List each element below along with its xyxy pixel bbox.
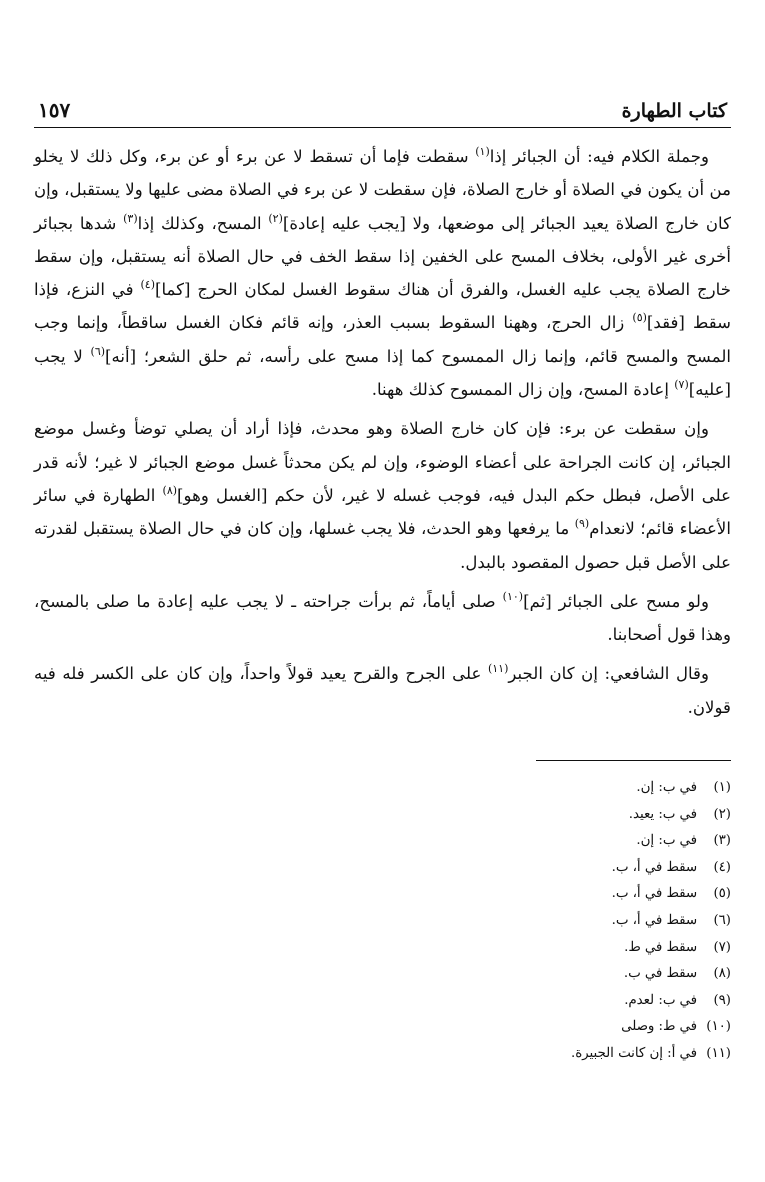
footnote xyxy=(34,855,731,882)
text-segment: شدها بجبائر أخرى غير الأولى، بخلاف المسح على الخفين إذا سقط الخف في حال الصلاة أنه يستقبل، وإن سقط خارج الصلاة يجب عليه الغسل، والفرق أن هناك سقوط الغسل لمكان الحرج [كما] xyxy=(34,213,731,300)
footnote-number: (٨) xyxy=(713,966,731,982)
text-segment: وإن سقطت عن برء: فإن كان خارج الصلاة وهو محدث، فإذا أراد أن يصلي توضأ وغسل موضع الجبائر، إن كانت الجراحة على أعضاء الوضوء، وإن لم يكن محدثاً غسل موضع الجبائر لا غير؛ لأنه قدر على الأصل، فبطل حكم البدل فيه، فوجب غسله لا غير، لأن حكم [الغسل وهو] xyxy=(34,419,731,505)
footnote-separator xyxy=(536,760,731,761)
footnote xyxy=(34,961,731,988)
text-segment: وجملة الكلام فيه: أن الجبائر إذا xyxy=(489,147,709,166)
footnote-number: (٥) xyxy=(713,886,731,902)
footnote-marker: (١) xyxy=(475,145,490,158)
footnote xyxy=(34,775,731,802)
footnote xyxy=(34,908,731,935)
footnote-marker: (٧) xyxy=(674,378,689,392)
footnote-number: (١١) xyxy=(706,1045,731,1061)
footnote-number: (٦) xyxy=(713,913,731,929)
footnote-text: سقط في أ، ب. xyxy=(611,913,697,929)
footnote-text: في ب: يعيد. xyxy=(628,806,697,822)
footnote-marker: (٩) xyxy=(574,517,590,531)
text-segment: صلى أياماً، ثم برأت جراحته ـ لا يجب عليه إعادة ما صلى بالمسح، وهذا قول أصحابنا. xyxy=(34,591,731,645)
footnote-text: في ط: وصلى xyxy=(621,1019,697,1035)
text-segment: زال الحرج، وههنا السقوط بسبب العذر، وإنه قائم فكان الغسل ساقطاً، وإنما وجب المسح والمسح قائم، وإنما زال الممسوح كما إذا مسح على رأسه، ثم حلق الشعر؛ [أنه] xyxy=(34,313,731,366)
footnote-marker: (٨) xyxy=(162,483,178,497)
footnote-marker: (٥) xyxy=(632,311,647,325)
paragraph xyxy=(34,412,731,578)
footnote-text: في أ: إن كانت الجبيرة. xyxy=(570,1045,697,1061)
footnote-text: في ب: لعدم. xyxy=(624,992,697,1008)
footnote-text: في ب: إن. xyxy=(636,780,697,796)
footnote-number: (١) xyxy=(713,780,731,796)
footnote-number: (٢) xyxy=(713,806,731,822)
main-text xyxy=(34,140,731,724)
paragraph xyxy=(34,140,731,406)
text-segment: الطهارة في سائر الأعضاء قائم؛ لانعدام xyxy=(34,485,731,539)
text-segment: إعادة المسح، وإن زال الممسوح كذلك ههنا. xyxy=(371,380,675,400)
footnote-marker: (١٠) xyxy=(502,589,524,603)
footnote-number: (١٠) xyxy=(706,1019,731,1035)
footnote xyxy=(34,881,731,908)
footnote-marker: (٢) xyxy=(268,211,283,225)
footnote-text: سقط في ط. xyxy=(624,939,697,955)
footnote xyxy=(34,935,731,962)
text-segment: لا يجب [عليه] xyxy=(34,346,731,400)
running-header xyxy=(34,98,731,128)
footnote xyxy=(34,1041,731,1068)
footnote xyxy=(34,802,731,829)
paragraph xyxy=(34,585,731,652)
footnote xyxy=(34,1014,731,1041)
footnote-marker: (٦) xyxy=(90,344,106,358)
page-number: ١٥٧ xyxy=(38,98,71,122)
footnote-number: (٩) xyxy=(713,992,731,1008)
chapter-title: كتاب الطهارة xyxy=(621,100,727,122)
footnote-marker: (٣) xyxy=(123,211,138,225)
footnote-number: (٣) xyxy=(713,833,731,849)
footnote-number: (٧) xyxy=(713,939,731,955)
text-segment: على الجرح والقرح يعيد قولاً واحداً، وإن كان على الكسر فله فيه قولان. xyxy=(34,664,731,717)
footnote-text: سقط في ب. xyxy=(623,966,697,982)
text-segment: المسح، وكذلك إذا xyxy=(137,213,269,233)
text-segment: سقطت فإما أن تسقط لا عن برء أو عن برء، وكل ذلك لا يخلو من أن يكون في الصلاة أو خارج الصلاة، فإن سقطت لا عن برء في الصلاة مضى عليها ولا يستقبل، وإن كان خارج الصلاة يعيد الجبائر إلى موضعها، ولا [يجب عليه إعادة] xyxy=(34,147,731,233)
text-segment: في النزع، فإذا سقط [فقد] xyxy=(34,280,732,333)
text-segment: ما يرفعها وهو الحدث، فلا يجب غسلها، وإن كان في حال الصلاة يستقبل لقدرته على الأصل قبل حصول المقصود بالبدل. xyxy=(34,519,731,572)
footnote-marker: (٤) xyxy=(140,278,155,292)
footnote-number: (٤) xyxy=(713,859,731,875)
footnote-text: في ب: إن. xyxy=(636,833,697,849)
footnotes xyxy=(34,775,731,1068)
footnote-text: سقط في أ، ب. xyxy=(611,859,697,875)
paragraph xyxy=(34,657,731,724)
footnote xyxy=(34,828,731,855)
text-segment: وقال الشافعي: إن كان الجبر xyxy=(508,664,709,684)
footnote-text: سقط في أ، ب. xyxy=(611,886,697,902)
text-segment: ولو مسح على الجبائر [ثم] xyxy=(523,591,709,611)
footnote-marker: (١١) xyxy=(487,662,509,676)
footnote xyxy=(34,988,731,1015)
